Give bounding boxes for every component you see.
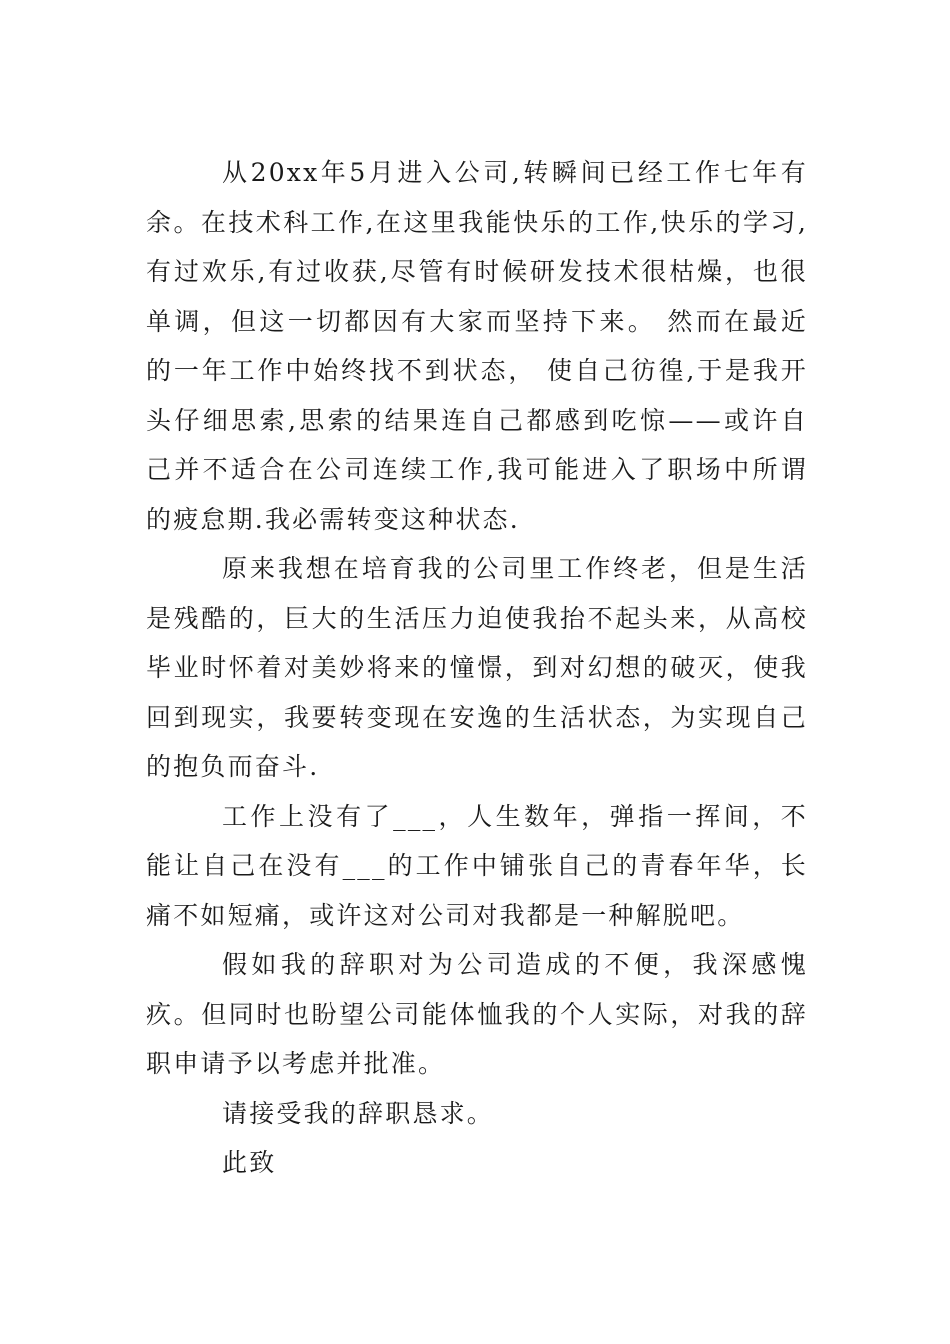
paragraph-life-pressure: 原来我想在培育我的公司里工作终老，但是生活是残酷的，巨大的生活压力迫使我抬不起头来，从高校毕业时怀着对美妙将来的憧憬，到对幻想的破灭，使我回到现实，我要转变现在安逸的生活状态，为实现自己的抱负而奋斗. [146,554,808,781]
paragraph-work-history: 从20xx年5月进入公司,转瞬间已经工作七年有余。在技术科工作,在这里我能快乐的工作,快乐的学习,有过欢乐,有过收获,尽管有时候研发技术很枯燥，也很单调，但这一切都因有大家而坚持下来。 然而在最近的一年工作中始终找不到状态， 使自己彷徨,于是我开头仔细思索,思索的结果连自己都感到吃惊——或许自己并不适合在公司连续工作,我可能进入了职场中所谓的疲怠期.我必需转变这种状态. [146,158,808,534]
paragraph-youth: 工作上没有了___，人生数年，弹指一挥间，不能让自己在没有___的工作中铺张自己的青春年华，长痛不如短痛，或许这对公司对我都是一种解脱吧。 [146,801,808,930]
resignation-letter-body [146,148,808,1188]
request-line: 请接受我的辞职恳求。 [222,1098,495,1128]
closing-line: 此致 [222,1148,277,1177]
paragraph-apology: 假如我的辞职对为公司造成的不便，我深感愧疚。但同时也盼望公司能体恤我的个人实际，对我的辞职申请予以考虑并批准。 [146,950,808,1078]
